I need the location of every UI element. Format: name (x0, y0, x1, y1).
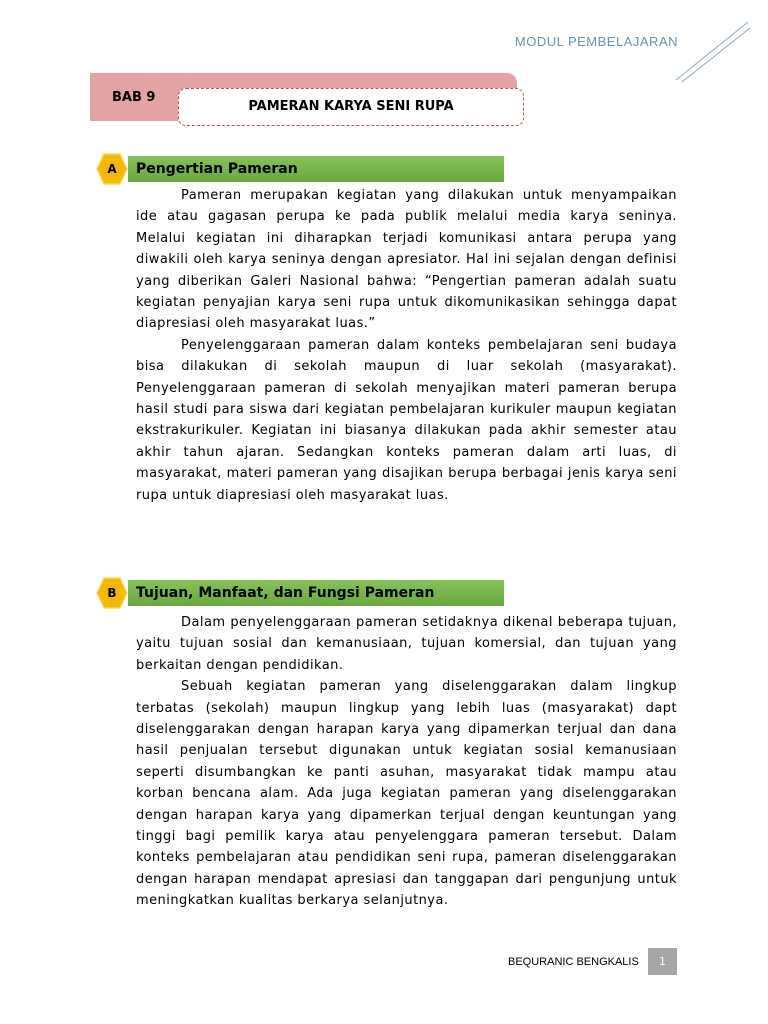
section-a-body (136, 185, 677, 506)
paragraph: Dalam penyelenggaraan pameran setidaknya dikenal beberapa tujuan, yaitu tujuan sosial dan kemanusiaan, tujuan komersial, dan tujuan yang berkaitan dengan pendidikan. (136, 615, 677, 673)
paragraph: Pameran merupakan kegiatan yang dilakukan untuk menyampaikan ide atau gagasan perupa ke pada publik melalui media karya seninya. Melalui kegiatan ini diharapkan terjadi komunikasi antara perupa yang diwakili oleh karya seninya dengan apresiator. Hal ini sejalan dengan definisi yang diberikan Galeri Nasional bahwa: “Pengertian pameran adalah suatu kegiatan penyajian karya seni rupa untuk dikomunikasikan sehingga dapat diapresiasi oleh masyarakat luas.” (136, 188, 677, 332)
paragraph: Penyelenggaraan pameran dalam konteks pembelajaran seni budaya bisa dilakukan di sekolah maupun di luar sekolah (masyarakat). Penyelenggaraan pameran di sekolah menyajikan materi pameran berupa hasil studi para siswa dari kegiatan pembelajaran kurikuler maupun kegiatan ekstrakurikuler. Kegiatan ini biasanya dilakukan pada akhir semester atau akhir tahun ajaran. Sedangkan konteks pameran dalam arti luas, di masyarakat, materi pameran yang disajikan berupa berbagai jenis karya seni rupa untuk diapresiasi oleh masyarakat luas. (136, 337, 677, 503)
chapter-title: PAMERAN KARYA SENI RUPA (178, 88, 524, 126)
section-b-heading (128, 580, 504, 606)
section-a-hexagon-icon (96, 153, 128, 185)
section-b-title: Tujuan, Manfaat, dan Fungsi Pameran (136, 585, 435, 601)
page-number: 1 (648, 948, 677, 975)
chapter-label: BAB 9 (112, 90, 156, 105)
corner-decoration (672, 20, 752, 85)
footer-label: BEQURANIC BENGKALIS (508, 956, 639, 968)
paragraph: Sebuah kegiatan pameran yang diselenggarakan dalam lingkup terbatas (sekolah) maupun lingkup yang lebih luas (masyarakat) dapt diselenggarakan dengan harapan karya yang dipamerkan terjual dan dana hasil penjualan tersebut digunakan untuk kegiatan sosial kemanusiaan seperti disumbangkan ke panti asuhan, masyarakat tidak mampu atau korban bencana alam. Ada juga kegiatan pameran yang diselenggarakan dengan harapan karya yang dipamerkan terjual dengan keuntungan yang tinggi bagi pemilik karya atau penyelenggara pameran tersebut. Dalam konteks pembelajaran atau pendidikan seni rupa, pameran diselenggarakan dengan harapan mendapat apresiasi dan tanggapan dari pengunjung untuk meningkatkan kualitas berkarya selanjutnya. (136, 679, 677, 909)
module-title: MODUL PEMBELAJARAN (514, 34, 678, 49)
section-a-letter: A (107, 162, 117, 176)
section-b-letter: B (107, 586, 117, 600)
section-a-title: Pengertian Pameran (136, 161, 298, 177)
section-a-heading (128, 156, 504, 182)
section-b-hexagon-icon (96, 577, 128, 609)
section-b-body (136, 612, 677, 912)
